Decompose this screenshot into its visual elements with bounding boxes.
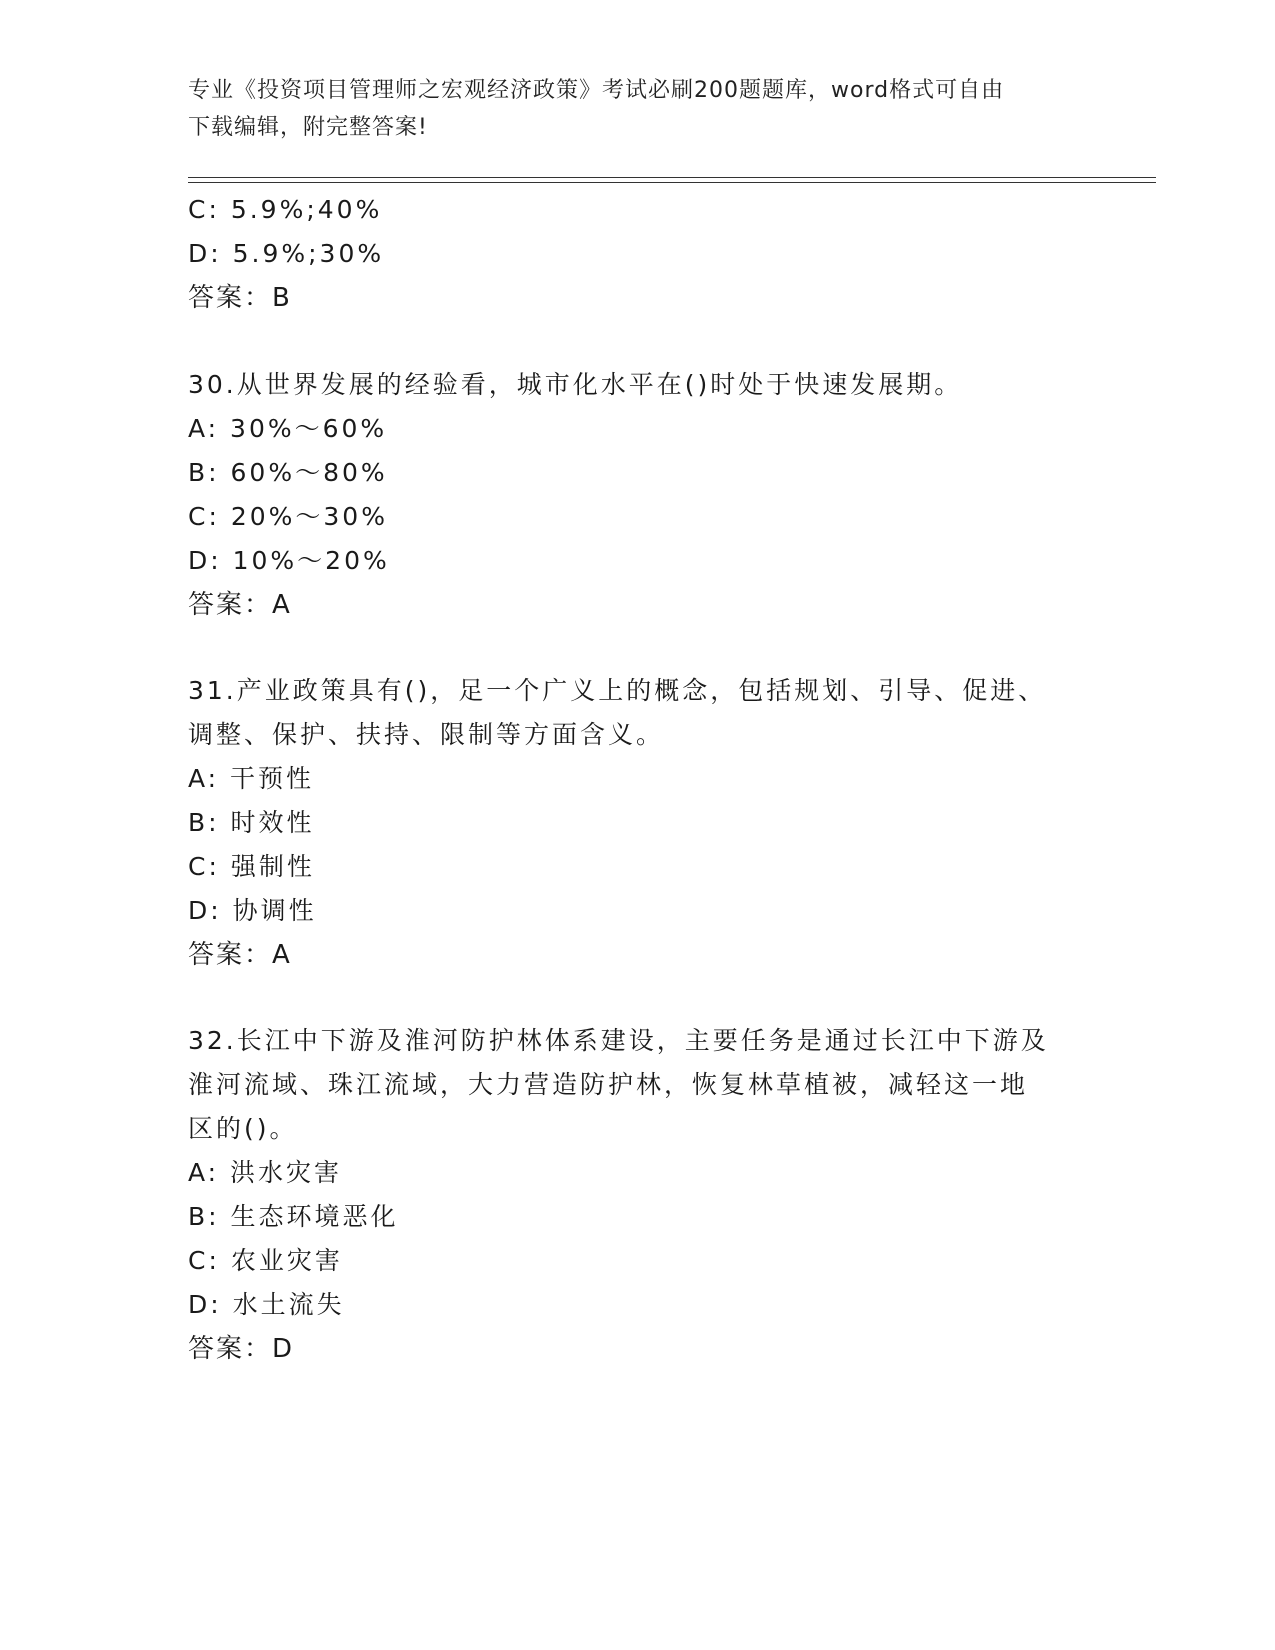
q31-answer: 答案：A bbox=[188, 940, 292, 970]
q30-answer: 答案：A bbox=[188, 590, 292, 620]
document-header bbox=[188, 72, 1078, 146]
q32-option-c: C: 农业灾害 bbox=[188, 1246, 343, 1275]
q32-stem-line-3: 区的()。 bbox=[188, 1114, 298, 1143]
q31-option-c: C: 强制性 bbox=[188, 852, 315, 881]
header-line-1: 专业《投资项目管理师之宏观经济政策》考试必刷200题题库，word格式可自由 bbox=[188, 78, 1005, 103]
q31-option-a: A: 干预性 bbox=[188, 764, 315, 793]
q30-option-d: D: 10%～20% bbox=[188, 546, 390, 575]
q29-option-c: C: 5.9%;40% bbox=[188, 195, 383, 224]
q32-option-d: D: 水土流失 bbox=[188, 1290, 345, 1319]
q30-stem: 30.从世界发展的经验看，城市化水平在()时处于快速发展期。 bbox=[188, 370, 963, 399]
q32-stem-line-1: 32.长江中下游及淮河防护林体系建设，主要任务是通过长江中下游及 bbox=[188, 1026, 1049, 1055]
header-line-2: 下载编辑，附完整答案! bbox=[188, 115, 428, 140]
q31-option-d: D: 协调性 bbox=[188, 896, 317, 925]
q32-option-b: B: 生态环境恶化 bbox=[188, 1202, 399, 1231]
q31-option-b: B: 时效性 bbox=[188, 808, 315, 837]
q30-option-a: A: 30%～60% bbox=[188, 414, 388, 443]
q29-option-d: D: 5.9%;30% bbox=[188, 239, 385, 268]
header-divider-bottom bbox=[188, 182, 1156, 183]
header-divider-top bbox=[188, 177, 1156, 178]
q31-stem-line-1: 31.产业政策具有()，足一个广义上的概念，包括规划、引导、促进、 bbox=[188, 676, 1047, 705]
q30-option-c: C: 20%～30% bbox=[188, 502, 388, 531]
q29-answer: 答案：B bbox=[188, 283, 292, 313]
q32-answer: 答案：D bbox=[188, 1334, 295, 1364]
q30-option-b: B: 60%～80% bbox=[188, 458, 388, 487]
q31-stem-line-2: 调整、保护、扶持、限制等方面含义。 bbox=[188, 720, 665, 749]
q32-option-a: A: 洪水灾害 bbox=[188, 1158, 343, 1187]
q32-stem-line-2: 淮河流域、珠江流域，大力营造防护林，恢复林草植被，减轻这一地 bbox=[188, 1070, 1029, 1099]
